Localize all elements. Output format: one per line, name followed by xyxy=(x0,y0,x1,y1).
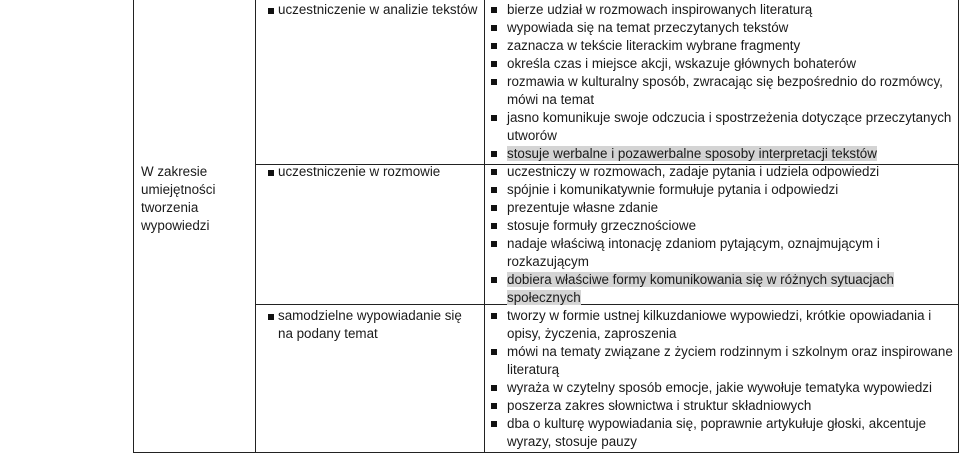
list-item: poszerza zakres słownictwa i struktur składniowych xyxy=(491,397,953,415)
bullet-icon xyxy=(491,169,497,175)
list-item: zaznacza w tekście literackim wybrane fragmenty xyxy=(491,37,953,55)
list-item xyxy=(491,145,953,163)
category-conversation: uczestniczenie w rozmowie xyxy=(278,164,441,179)
bullet-icon xyxy=(491,313,497,319)
list-item: określa czas i miejsce akcji, wskazuje głównych bohaterów xyxy=(491,55,953,73)
bullet-icon xyxy=(491,187,497,193)
bullet-icon xyxy=(491,43,497,49)
list-item: wypowiada się na temat przeczytanych tekstów xyxy=(491,19,953,37)
bullet-icon xyxy=(491,241,497,247)
table-divider-2 xyxy=(484,0,485,453)
list-item: uczestniczy w rozmowach, zadaje pytania i udziela odpowiedzi xyxy=(491,163,953,181)
bullet-icon xyxy=(268,170,274,176)
list-item: tworzy w formie ustnej kilkuzdaniowe wypowiedzi, krótkie opowiadania i opisy, życzenia, zaproszenia xyxy=(491,307,953,343)
bullet-icon xyxy=(268,8,274,14)
list-item: jasno komunikuje swoje odczucia i spostrzeżenia dotyczące przeczytanych utworów xyxy=(491,109,953,145)
bullet-icon xyxy=(491,115,497,121)
bullet-icon xyxy=(491,403,497,409)
bullet-icon xyxy=(491,205,497,211)
bullet-icon xyxy=(491,25,497,31)
highlighted-text: dobiera właściwe formy komunikowania się w różnych sytuacjach społecznych xyxy=(507,272,895,305)
bullet-icon xyxy=(491,151,497,157)
list-item xyxy=(491,271,953,307)
bullet-icon xyxy=(491,223,497,229)
section-label: W zakresie umiejętności tworzenia wypowiedzi xyxy=(141,164,216,233)
table-border-right xyxy=(958,0,959,453)
list-item: bierze udział w rozmowach inspirowanych literaturą xyxy=(491,1,953,19)
list-item: spójnie i komunikatywnie formułuje pytania i odpowiedzi xyxy=(491,181,953,199)
table-divider-1 xyxy=(255,0,256,453)
list-item: mówi na tematy związane z życiem rodzinnym i szkolnym oraz inspirowane literaturą xyxy=(491,343,953,379)
bullet-icon xyxy=(268,314,274,320)
table-border-left xyxy=(133,0,134,453)
list-item: wyraża w czytelny sposób emocje, jakie wywołuje tematyka wypowiedzi xyxy=(491,379,953,397)
bullet-icon xyxy=(491,7,497,13)
bullet-icon xyxy=(491,61,497,67)
list-item: prezentuje własne zdanie xyxy=(491,199,953,217)
bullet-icon xyxy=(491,349,497,355)
bullet-icon xyxy=(491,421,497,427)
category-analysis: uczestniczenie w analizie tekstów xyxy=(278,2,478,17)
highlighted-text: stosuje werbalne i pozawerbalne sposoby interpretacji tekstów xyxy=(507,146,877,161)
category-speaking: samodzielne wypowiadanie się na podany temat xyxy=(278,308,462,341)
list-item: stosuje formuły grzecznościowe xyxy=(491,217,953,235)
list-item: dba o kulturę wypowiadania się, poprawnie artykułuje głoski, akcentuje wyrazy, stosuje pauzy xyxy=(491,415,953,451)
list-item: rozmawia w kulturalny sposób, zwracając się bezpośrednio do rozmówcy, mówi na temat xyxy=(491,73,953,109)
bullet-icon xyxy=(491,277,497,283)
list-item: nadaje właściwą intonację zdaniom pytającym, oznajmującym i rozkazującym xyxy=(491,235,953,271)
bullet-icon xyxy=(491,385,497,391)
bullet-icon xyxy=(491,79,497,85)
